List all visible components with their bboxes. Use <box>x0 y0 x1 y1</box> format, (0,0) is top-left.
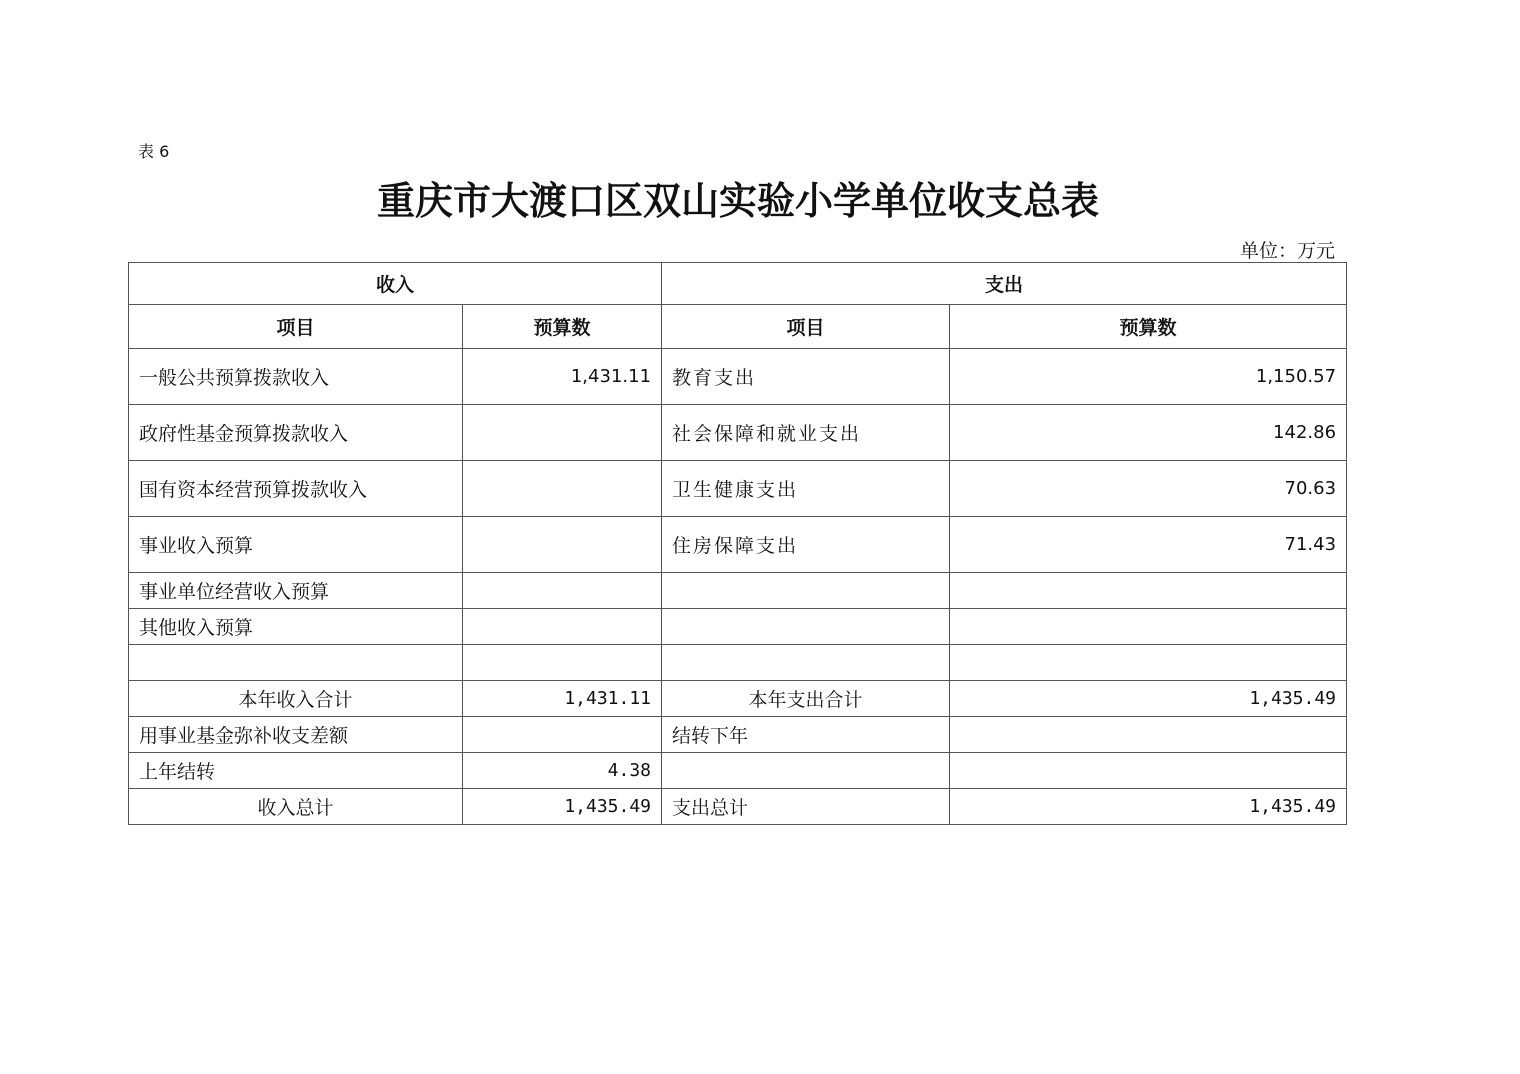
expense-section-header: 支出 <box>662 263 1347 305</box>
income-item: 一般公共预算拨款收入 <box>129 349 463 405</box>
income-value <box>463 405 662 461</box>
income-item: 用事业基金弥补收支差额 <box>129 717 463 753</box>
expense-value <box>950 753 1347 789</box>
income-value: 1,431.11 <box>463 349 662 405</box>
expense-item <box>662 753 950 789</box>
table-row <box>129 609 1347 645</box>
expense-total-label: 支出总计 <box>662 789 950 825</box>
expense-budget-header: 预算数 <box>950 305 1347 349</box>
expense-value <box>950 609 1347 645</box>
income-item: 其他收入预算 <box>129 609 463 645</box>
income-item: 事业收入预算 <box>129 517 463 573</box>
income-value <box>463 573 662 609</box>
table-row <box>129 573 1347 609</box>
income-value <box>463 517 662 573</box>
expense-item-header: 项目 <box>662 305 950 349</box>
income-item-header: 项目 <box>129 305 463 349</box>
expense-value: 70.63 <box>950 461 1347 517</box>
expense-value <box>950 645 1347 681</box>
income-budget-header: 预算数 <box>463 305 662 349</box>
expense-item: 卫生健康支出 <box>662 461 950 517</box>
income-value <box>463 717 662 753</box>
table-row <box>129 405 1347 461</box>
income-item: 上年结转 <box>129 753 463 789</box>
income-total-value: 1,435.49 <box>463 789 662 825</box>
expense-item <box>662 609 950 645</box>
expense-item <box>662 573 950 609</box>
table-row <box>129 349 1347 405</box>
income-section-header: 收入 <box>129 263 662 305</box>
expense-item: 住房保障支出 <box>662 517 950 573</box>
expense-item: 社会保障和就业支出 <box>662 405 950 461</box>
income-item <box>129 645 463 681</box>
table-row <box>129 645 1347 681</box>
table-row <box>129 753 1347 789</box>
income-value: 4.38 <box>463 753 662 789</box>
table-row <box>129 461 1347 517</box>
table-number: 表 6 <box>138 142 170 161</box>
income-item: 政府性基金预算拨款收入 <box>129 405 463 461</box>
income-value <box>463 461 662 517</box>
income-value <box>463 609 662 645</box>
table-row <box>129 717 1347 753</box>
page-title: 重庆市大渡口区双山实验小学单位收支总表 <box>376 179 1099 223</box>
expense-value <box>950 717 1347 753</box>
income-subtotal-label: 本年收入合计 <box>129 681 463 717</box>
expense-value <box>950 573 1347 609</box>
income-item: 国有资本经营预算拨款收入 <box>129 461 463 517</box>
section-header-row <box>129 263 1347 305</box>
income-expense-table <box>128 262 1347 825</box>
expense-total-value: 1,435.49 <box>950 789 1347 825</box>
income-item: 事业单位经营收入预算 <box>129 573 463 609</box>
income-subtotal-value: 1,431.11 <box>463 681 662 717</box>
expense-item: 教育支出 <box>662 349 950 405</box>
expense-value: 142.86 <box>950 405 1347 461</box>
total-row <box>129 789 1347 825</box>
income-total-label: 收入总计 <box>129 789 463 825</box>
table-row <box>129 517 1347 573</box>
expense-subtotal-label: 本年支出合计 <box>662 681 950 717</box>
expense-value: 71.43 <box>950 517 1347 573</box>
expense-subtotal-value: 1,435.49 <box>950 681 1347 717</box>
column-header-row <box>129 305 1347 349</box>
income-value <box>463 645 662 681</box>
expense-item: 结转下年 <box>662 717 950 753</box>
unit-label: 单位：万元 <box>1239 240 1335 262</box>
subtotal-row <box>129 681 1347 717</box>
expense-item <box>662 645 950 681</box>
expense-value: 1,150.57 <box>950 349 1347 405</box>
